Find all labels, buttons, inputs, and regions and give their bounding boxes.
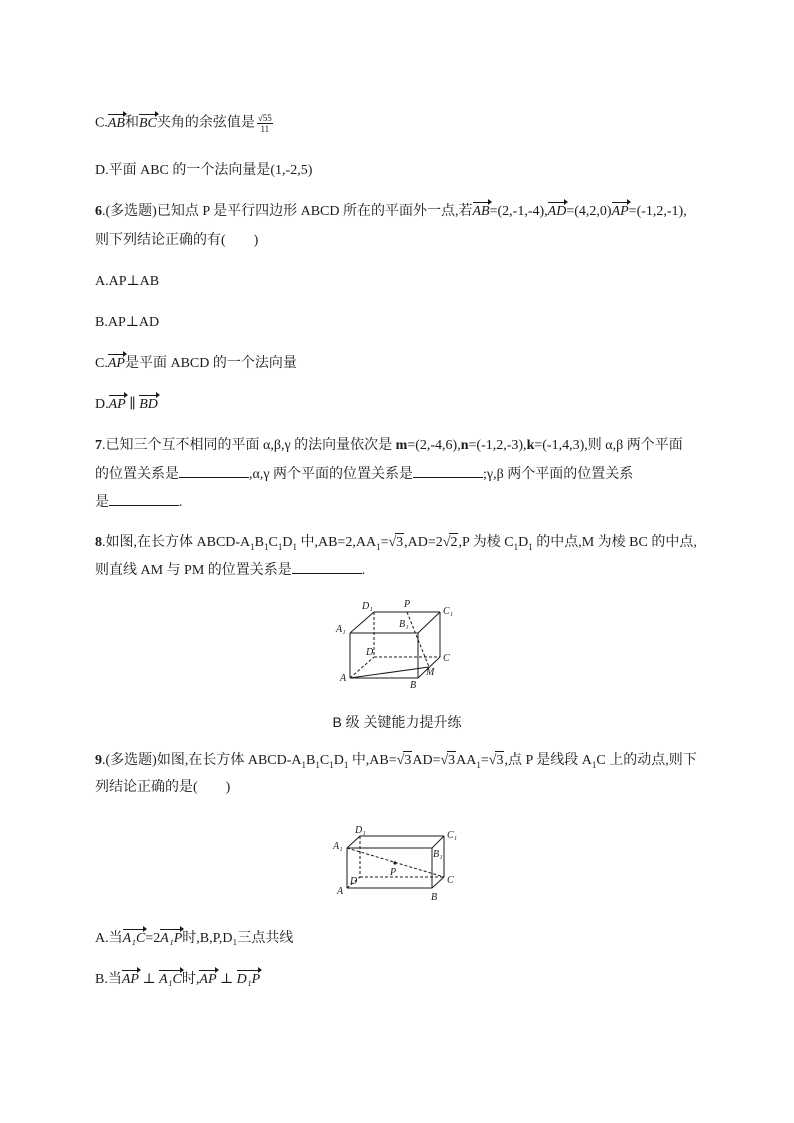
section-title: B 级 关键能力提升练 [332, 714, 462, 730]
label-c1: C₁ [447, 830, 458, 841]
option-c-line: C.AB和BC夹角的余弦值是 $\frac{√55}{11}$ [95, 113, 272, 134]
question-8-line-1: 8.如图,在长方体 ABCD-$A_1B_1C_1D_1$ 中$,AB=2,AA_1=√3,AD=2√2,P$ 为棱 $C_1D_1$ 的中点,M 为棱 BC 的中点, [95, 535, 697, 552]
label-c: C [447, 875, 454, 886]
question-7-line-2: 的位置关系是 ,α,γ 两个平面的位置关系是 ;γ,β 两个平面的位置关系 [95, 467, 634, 482]
answer-blank[interactable] [179, 465, 249, 478]
question-9-line-1: 9.(多选题)如图,在长方体 ABCD-$A_1B_1C_1D_1$ 中$,AB=√3AD=√3AA_1=√3$,点 P 是线段 $A_1C$ 上的动点,则下 [95, 753, 697, 770]
label-a1: A₁ [333, 841, 343, 852]
label-b1: B₁ [433, 849, 443, 860]
question-6-line-2: 则下列结论正确的有( ) [95, 233, 259, 248]
question-9-option-b: B.当AP ⊥ A₁C时,AP ⊥ D₁P [95, 972, 261, 987]
answer-blank[interactable] [109, 493, 179, 506]
question-9-option-a: A.当A₁C=2A₁P时,B,P,D₁三点共线 [95, 931, 294, 946]
label-b: B [410, 680, 417, 690]
question-7-line-1: 7.已知三个互不相同的平面 α,β,γ 的法向量依次是 m=(2,-4,6),n=(-1,2,-3),k=(-1,4,3),则 α,β 两个平面 [95, 438, 683, 453]
question-6-option-a: A.AP⊥AB [95, 274, 160, 289]
label-d: D [350, 876, 358, 887]
figure-cuboid-q8 [330, 595, 470, 690]
label-p: P [404, 599, 411, 610]
answer-blank[interactable] [413, 465, 483, 478]
question-9-line-2: 列结论正确的是( ) [95, 780, 231, 795]
question-6-line-1: 6.(多选题)已知点 P 是平行四边形 ABCD 所在的平面外一点,若AB=(2,-1,-4),AD=(4,2,0)AP=(-1,2,-1), [95, 204, 687, 219]
label-d1: D₁ [355, 825, 366, 836]
question-6-option-b: B.AP⊥AD [95, 315, 160, 330]
point-p [393, 861, 396, 864]
question-6-option-d: D.AP ∥ BD [95, 397, 158, 412]
answer-blank[interactable] [292, 561, 362, 574]
label-a: A [340, 673, 347, 684]
fraction: $\frac{√55}{11}$ [257, 113, 272, 134]
question-7-line-3: 是 . [95, 495, 183, 510]
label-d1: D₁ [362, 601, 373, 612]
figure-cuboid-q9 [330, 822, 465, 904]
label-d: D [366, 647, 374, 658]
label-a1: A₁ [336, 624, 346, 635]
option-d-line: D.平面 ABC 的一个法向量是(1,-2,5) [95, 163, 313, 178]
question-6-option-c: C.AP是平面 ABCD 的一个法向量 [95, 356, 297, 371]
label-b: B [431, 892, 438, 903]
label-c: C [443, 653, 450, 664]
label-b1: B₁ [399, 619, 409, 630]
label-p: P [390, 867, 397, 878]
label-a: A [337, 886, 344, 897]
question-8-line-2: 则直线 AM 与 PM 的位置关系是 . [95, 563, 366, 578]
label-c1: C₁ [443, 606, 454, 617]
label-m: M [426, 667, 435, 678]
